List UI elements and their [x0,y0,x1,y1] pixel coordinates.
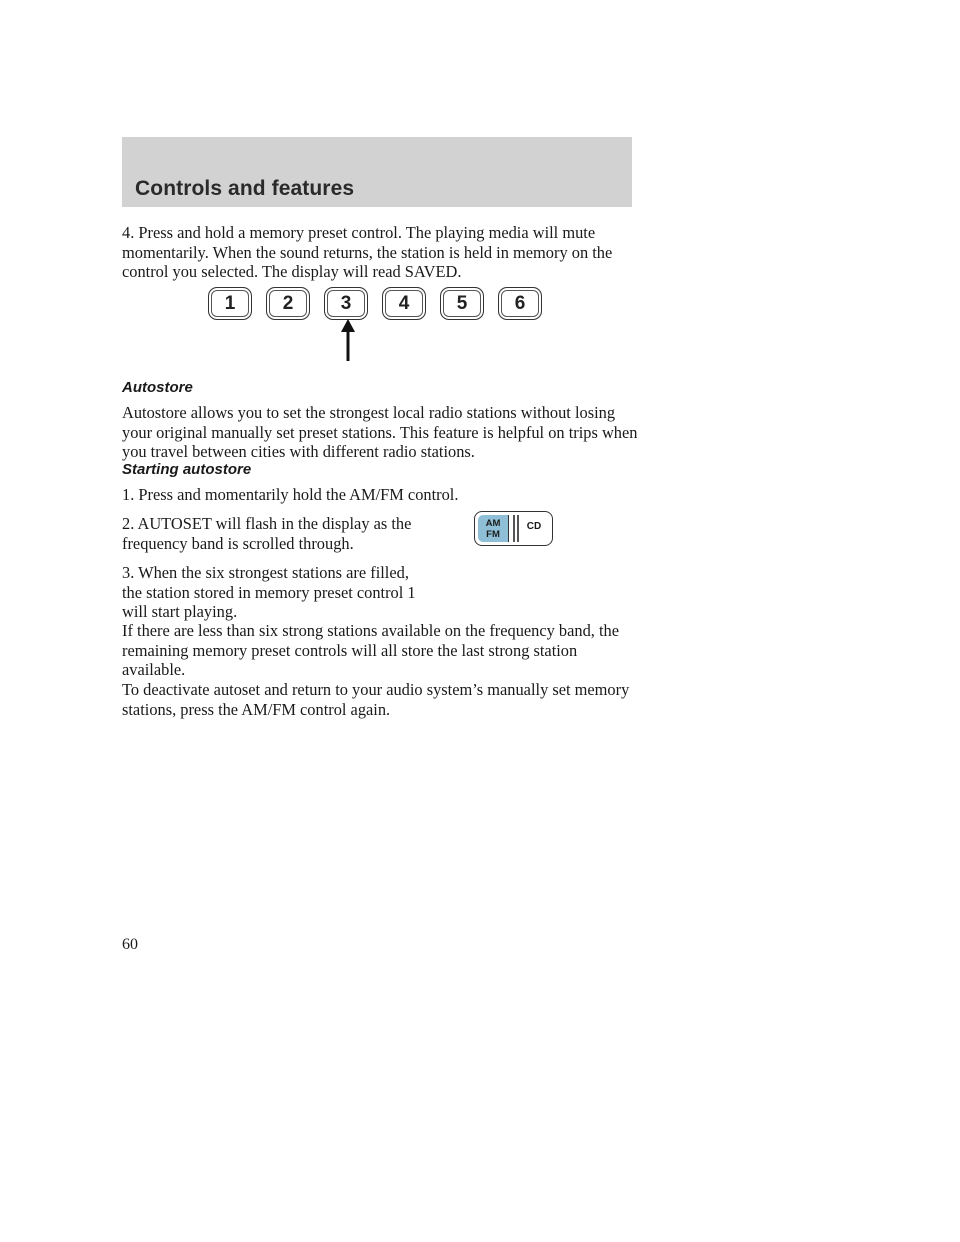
deactivate-text: To deactivate autoset and return to your audio system’s manually set memory stations, press the AM/FM control again. [122,680,630,719]
section-header [122,137,632,207]
preset-button-5: 5 [440,287,484,320]
preset-buttons-illustration [208,283,553,363]
starting-autostore-heading: Starting autostore [122,461,252,478]
cd-button: CD [526,521,542,532]
key-divider [513,515,515,542]
preset-button-3: 3 [324,287,368,320]
preset-button-4: 4 [382,287,426,320]
preset-button-2: 2 [266,287,310,320]
autostore-step-2: 2. AUTOSET will flash in the display as the frequency band is scrolled through. [122,514,412,553]
section-title: Controls and features [135,177,355,200]
autostore-heading: Autostore [122,379,193,396]
preset-button-1: 1 [208,287,252,320]
less-than-six-text: If there are less than six strong stations available on the frequency band, the remaining memory preset controls will all store the last strong station available. [122,621,620,679]
step-4-text: 4. Press and hold a memory preset control. The playing media will mute momentarily. When the sound returns, the station is held in memory on the control you selected. The display will read SAVED. [122,223,613,281]
fm-label: FM [486,529,500,540]
autostore-step-3: 3. When the six strongest stations are filled, the station stored in memory preset control 1 will start playing. [122,563,416,621]
amfm-button [478,515,509,542]
autostore-step-1: 1. Press and momentarily hold the AM/FM control. [122,485,459,504]
arrow-up-icon [338,319,358,361]
am-label: AM [485,518,501,529]
autostore-description: Autostore allows you to set the strongest local radio stations without losing your original manually set preset stations. This feature is helpful on trips when you travel between cities with different radio stations. [122,403,638,461]
amfm-cd-control-illustration [474,511,553,546]
preset-button-6: 6 [498,287,542,320]
page-number: 60 [122,936,138,953]
